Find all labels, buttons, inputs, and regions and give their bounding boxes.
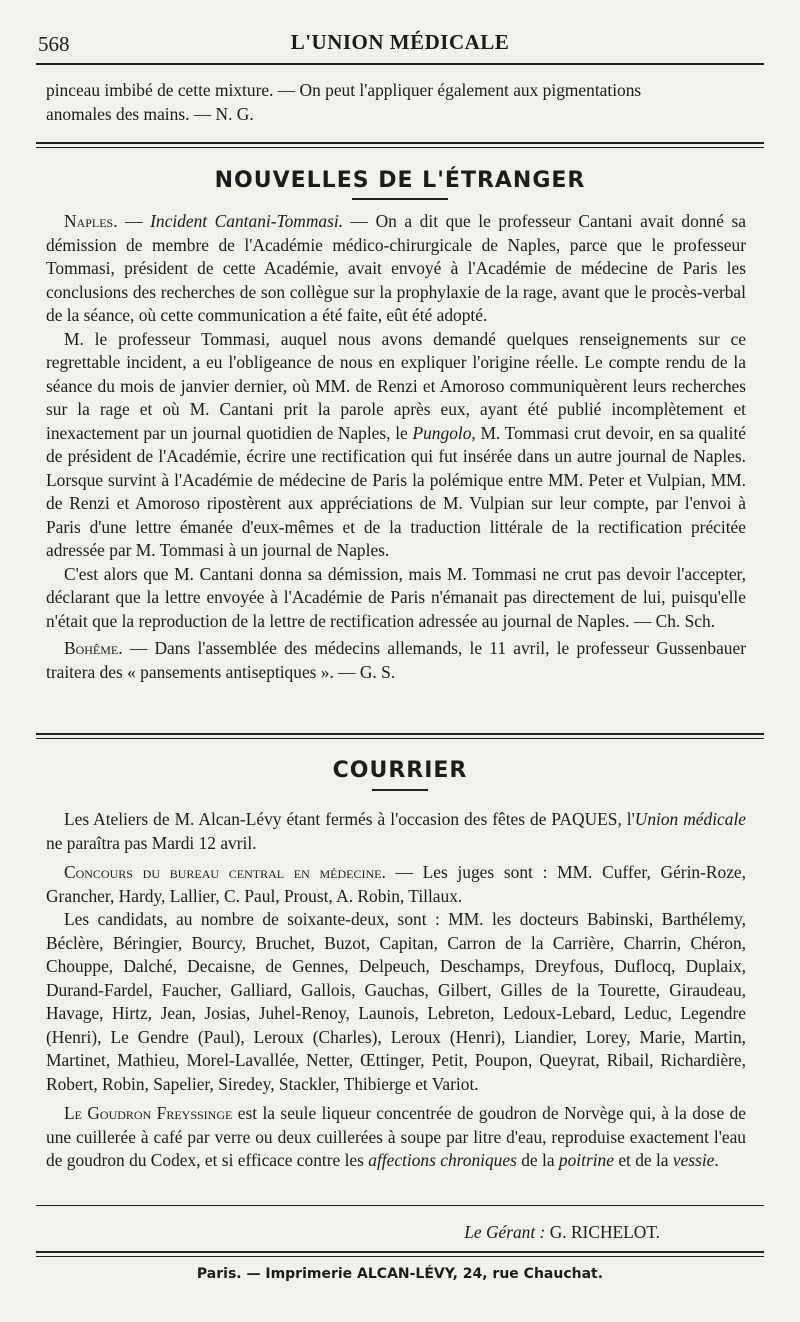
tommasi-text-b: , M. Tommasi crut devoir, en sa qualité de président de l'Académie, écrire une rectification qui fut insérée dans un autre journal de Naples. Lorsque survint à l'Académie de médecine de Paris la polémique entre MM. Peter et Vulpian, MM. de Renzi et Amoroso ripostèrent aux appréciations de M. Vulpian sur leur compte, par l'envoi à Paris d'une lettre émanée d'eux-mêmes et de la traduction littérale de la rectification précitée adressée par M. Tommasi à un journal de Naples. — [46, 422, 747, 560]
foreign-news-body — [46, 210, 746, 684]
courrier-rule-top-thin — [36, 738, 764, 739]
concours-label: Concours du bureau central en médecine. — [64, 862, 386, 882]
section-rule-top-thin — [36, 147, 764, 148]
naples-dash: — — [117, 211, 151, 231]
goudron-affections: affections chroniques — [368, 1150, 517, 1170]
page-header — [38, 30, 762, 60]
signature — [464, 1222, 660, 1243]
pungolo-title: Pungolo — [412, 422, 472, 443]
concours-text: — Les juges sont : MM. Cuffer, Gérin-Roze, Grancher, Hardy, Lallier, C. Paul, Proust, A. Robin, Tillaux. — [46, 862, 746, 906]
goudron-poitrine: poitrine — [558, 1150, 614, 1170]
cantani-paragraph: C'est alors que M. Cantani donna sa démission, mais M. Tommasi ne crut pas devoir l'accepter, déclarant que la lettre envoyée à l'Académie de Paris n'émanait pas directement de lui, puisqu'elle n'était que la reproduction de la lettre de rectification adressée au journal de Naples. — Ch. Sch. — [46, 563, 746, 631]
signature-name: G. RICHELOT. — [545, 1222, 660, 1242]
footer-rule-thin — [36, 1256, 764, 1257]
boheme-text: — Dans l'assemblée des médecins allemands, le 11 avril, le professeur Gussenbauer traitera des « pansements antiseptiques ». — G. S. — [46, 638, 746, 682]
courrier-rule-top — [36, 733, 764, 735]
intro-line-1: pinceau imbibé de cette mixture. — On peut l'appliquer également aux pigmentations — [46, 80, 642, 100]
boheme-place: Bohême. — [64, 638, 123, 658]
footer-rule — [36, 1251, 764, 1253]
header-rule — [36, 63, 764, 65]
goudron-text-d: . — [714, 1150, 719, 1170]
boheme-paragraph — [46, 637, 746, 684]
goudron-text-b: de la — [516, 1150, 559, 1170]
intro-line-2: anomales des mains. — N. G. — [46, 103, 254, 124]
tommasi-paragraph — [46, 328, 746, 563]
goudron-text-c: et de la — [613, 1150, 673, 1170]
naples-place: Naples. — [64, 211, 118, 231]
goudron-vessie: vessie — [672, 1150, 715, 1170]
signature-rule — [36, 1205, 764, 1206]
naples-text: — On a dit que le professeur Cantani avait donné sa démission de membre de l'Académie médico-chirurgicale de Naples, parce que le professeur Tommasi, président de cette Académie, avait envoyé à l'Académie de médecine de Paris les conclusions des recherches de son collègue sur la prophylaxie de la rage, avant que le procès-verbal de la séance, où cette communication a été faite, eût été adopté. — [46, 211, 746, 325]
foreign-news-title: NOUVELLES DE L'ÉTRANGER — [214, 168, 586, 193]
naples-paragraph — [46, 210, 746, 328]
naples-incident-title: Incident Cantani-Tommasi. — [150, 211, 344, 231]
closing-text-b: ne paraîtra pas Mardi 12 avril. — [46, 832, 257, 853]
courrier-title-underline — [372, 789, 428, 791]
candidates-paragraph: Les candidats, au nombre de soixante-deux, sont : MM. les docteurs Babinski, Barthélemy, Béclère, Béringier, Bourcy, Bruchet, Buzot, Capitan, Carron de la Carrière, Charrin, Chéron, Chouppe, Dalché, Decaisne, de Gennes, Delpeuch, Deschamps, Dreyfous, Duflocq, Duplaix, Durand-Fardel, Faucher, Galliard, Gallois, Gauchas, Gilbert, Gilles de la Tourette, Giraudeau, Havage, Hirtz, Jean, Josias, Juhel-Renoy, Launois, Lebreton, Ledoux-Lebard, Leduc, Legendre (Henri), Le Gendre (Paul), Leroux (Charles), Leroux (Henri), Liandier, Lorey, Marie, Martin, Martinet, Mathieu, Morel-Lavallée, Netter, Œttinger, Petit, Poupon, Queyrat, Ribail, Richardière, Robert, Robin, Sapelier, Siredey, Stackler, Thibierge et Variot. — [46, 909, 746, 1094]
journal-name: Union médicale — [634, 809, 746, 829]
tommasi-text-a: M. le professeur Tommasi, auquel nous avons demandé quelques renseignements sur ce regrettable incident, a eu l'obligeance de nous en expliquer l'origine réelle. Le compte rendu de la séance du mois de janvier dernier, où MM. de Renzi et Amoroso communiquèrent leurs recherches sur la rage et où M. Cantani prit la parole après eux, ayant été publié incomplètement et inexactement par un journal quotidien de Naples, le — [46, 328, 746, 443]
running-title: L'UNION MÉDICALE — [290, 30, 510, 54]
goudron-text-a: est la seule liqueur concentrée de goudron de Norvège qui, à la dose de une cuillerée à café par verre ou deux cuillerées à soupe par litre d'eau, reproduise exactement l'eau de goudron du Codex, et si efficace contre les — [46, 1103, 746, 1170]
intro-paragraph — [46, 79, 746, 126]
section-rule-top — [36, 142, 764, 144]
closing-notice-paragraph — [46, 808, 746, 855]
goudron-paragraph — [46, 1102, 746, 1173]
goudron-label: Le Goudron Freyssinge — [64, 1103, 233, 1123]
page-number: 568 — [38, 32, 70, 56]
foreign-title-underline — [352, 198, 448, 200]
signature-label: Le Gérant : — [464, 1222, 546, 1242]
courrier-body — [46, 808, 746, 1173]
concours-paragraph — [46, 861, 746, 908]
courrier-title: COURRIER — [332, 758, 468, 783]
imprint-line: Paris. — Imprimerie ALCAN-LÉVY, 24, rue Chauchat. — [196, 1266, 604, 1282]
closing-text-a: Les Ateliers de M. Alcan-Lévy étant fermés à l'occasion des fêtes de PAQUES, l' — [64, 809, 635, 829]
